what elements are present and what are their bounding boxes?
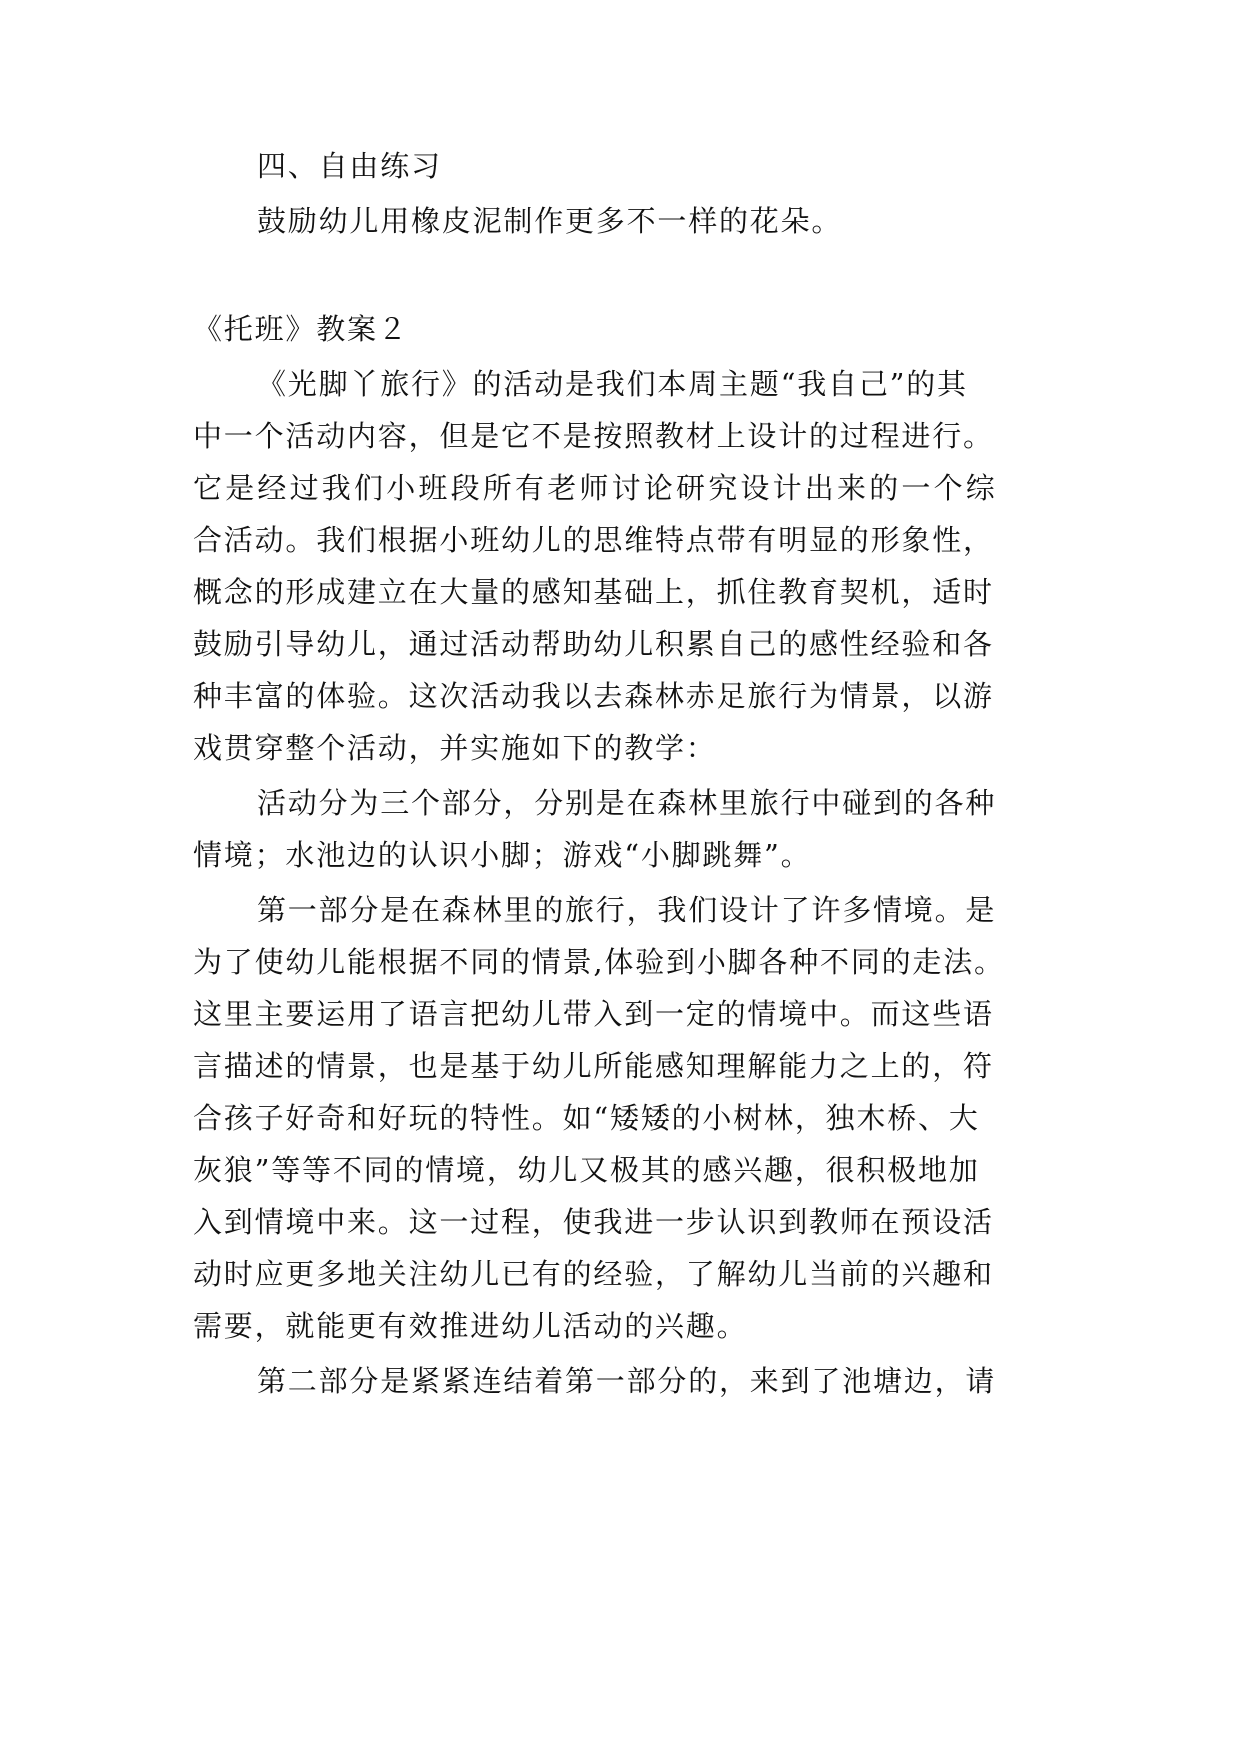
paragraph-line: 戏贯穿整个活动，并实施如下的教学： (193, 731, 717, 765)
paragraph-line: 概念的形成建立在大量的感知基础上，抓住教育契机，适时 (193, 575, 994, 609)
paragraph-line: 活动分为三个部分，分别是在森林里旅行中碰到的各种 (257, 786, 997, 820)
paragraph-line: 鼓励引导幼儿，通过活动帮助幼儿积累自己的感性经验和各 (193, 627, 994, 661)
paragraph-line: 动时应更多地关注幼儿已有的经验，了解幼儿当前的兴趣和 (193, 1257, 994, 1291)
paragraph-line: 言描述的情景，也是基于幼儿所能感知理解能力之上的，符 (193, 1049, 994, 1083)
paragraph-line: 入到情境中来。这一过程，使我进一步认识到教师在预设活 (193, 1205, 994, 1239)
paragraph-line: 第一部分是在森林里的旅行，我们设计了许多情境。是 (257, 893, 997, 927)
paragraph-line: 灰狼”等等不同的情境，幼儿又极其的感兴趣，很积极地加 (193, 1153, 980, 1187)
paragraph-line: 它是经过我们小班段所有老师讨论研究设计出来的一个综 (193, 471, 999, 505)
paragraph-line: 为了使幼儿能根据不同的情景,体验到小脚各种不同的走法。 (193, 945, 1005, 979)
paragraph-line: 鼓励幼儿用橡皮泥制作更多不一样的花朵。 (257, 204, 843, 238)
paragraph-line: 合活动。我们根据小班幼儿的思维特点带有明显的形象性， (193, 523, 994, 557)
lesson-title: 《托班》教案２ (193, 312, 409, 346)
paragraph-line: 种丰富的体验。这次活动我以去森林赤足旅行为情景，以游 (193, 679, 994, 713)
paragraph-line: 中一个活动内容，但是它不是按照教材上设计的过程进行。 (193, 419, 994, 453)
paragraph-line: 《光脚丫旅行》的活动是我们本周主题“我自己”的其 (257, 367, 968, 401)
paragraph-line: 合孩子好奇和好玩的特性。如“矮矮的小树林，独木桥、大 (193, 1101, 980, 1135)
section-heading: 四、自由练习 (257, 149, 442, 183)
paragraph-line: 需要，就能更有效推进幼儿活动的兴趣。 (193, 1309, 748, 1343)
paragraph-line: 情境；水池边的认识小脚；游戏“小脚跳舞”。 (193, 838, 812, 872)
paragraph-line: 第二部分是紧紧连结着第一部分的，来到了池塘边，请 (257, 1364, 997, 1398)
paragraph-line: 这里主要运用了语言把幼儿带入到一定的情境中。而这些语 (193, 997, 994, 1031)
